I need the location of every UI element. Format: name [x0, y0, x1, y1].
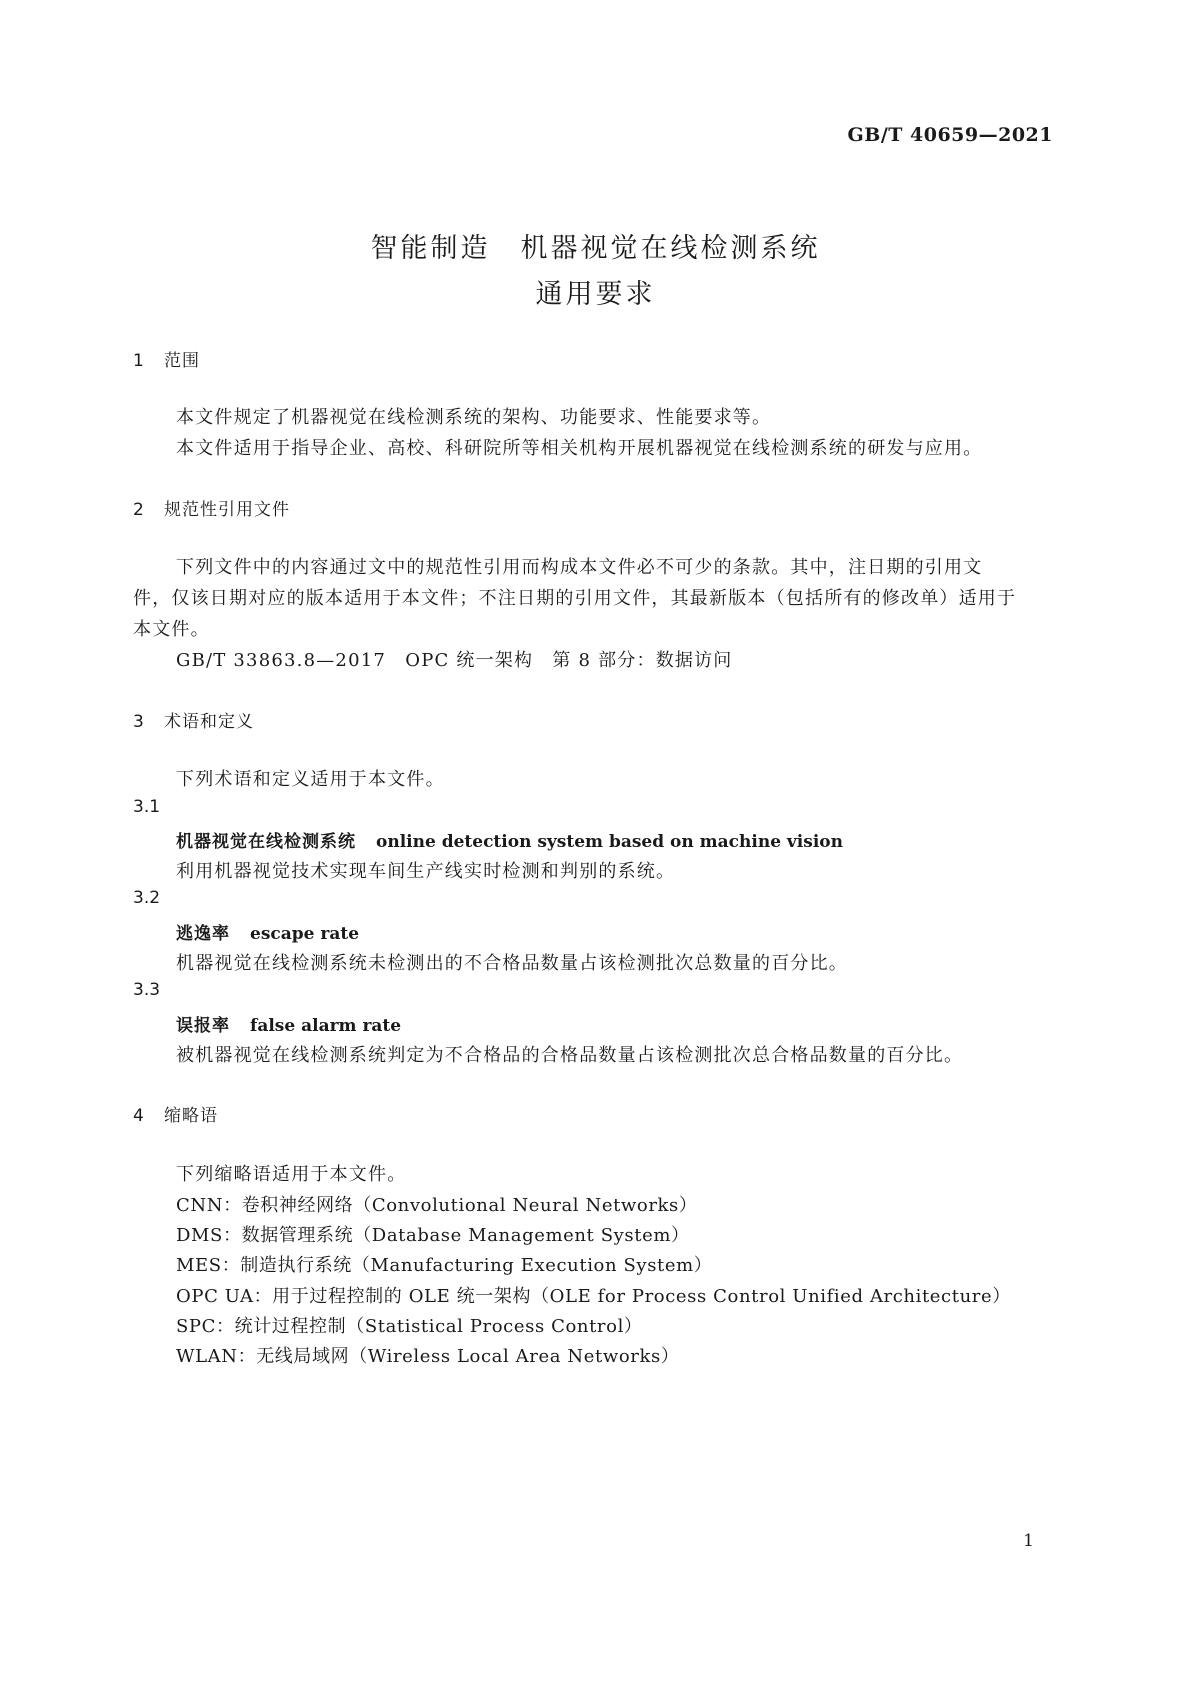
section-number: 4: [133, 1106, 145, 1126]
section-1-paragraph-1: 本文件规定了机器视觉在线检测系统的架构、功能要求、性能要求等。: [176, 407, 772, 428]
term-number: 3.1: [133, 797, 161, 817]
section-4-heading: [133, 1101, 218, 1126]
section-3-heading: [133, 707, 254, 732]
abbreviation-item: OPC UA：用于过程控制的 OLE 统一架构（OLE for Process Control Unified Architecture）: [176, 1286, 1011, 1307]
term-entry: [176, 919, 359, 944]
standard-code: GB/T 40659—2021: [847, 124, 1053, 146]
term-entry: [176, 827, 843, 852]
term-english: false alarm rate: [250, 1016, 402, 1036]
section-1-heading: [133, 346, 200, 371]
term-english: escape rate: [250, 924, 360, 944]
section-2-paragraph-line-3: 本文件。: [133, 619, 210, 640]
term-chinese: 误报率: [176, 1016, 230, 1036]
section-title: 范围: [164, 351, 200, 371]
section-number: 1: [133, 351, 145, 371]
section-4-intro: 下列缩略语适用于本文件。: [176, 1164, 407, 1185]
abbreviation-item: SPC：统计过程控制（Statistical Process Control）: [176, 1316, 643, 1337]
section-number: 2: [133, 500, 145, 520]
section-title: 术语和定义: [164, 712, 254, 732]
section-number: 3: [133, 712, 145, 732]
section-title: 规范性引用文件: [164, 500, 290, 520]
section-2-paragraph-line-2: 件，仅该日期对应的版本适用于本文件；不注日期的引用文件，其最新版本（包括所有的修改单）适用于: [133, 588, 1017, 609]
term-english: online detection system based on machine vision: [376, 832, 843, 852]
term-number: 3.2: [133, 888, 161, 908]
abbreviation-item: CNN：卷积神经网络（Convolutional Neural Networks）: [176, 1195, 698, 1216]
page-number: 1: [1023, 1531, 1034, 1551]
term-definition: 机器视觉在线检测系统未检测出的不合格品数量占该检测批次总数量的百分比。: [176, 953, 848, 974]
section-3-intro: 下列术语和定义适用于本文件。: [176, 769, 445, 790]
term-definition: 被机器视觉在线检测系统判定为不合格品的合格品数量占该检测批次总合格品数量的百分比。: [176, 1045, 964, 1066]
section-2-heading: [133, 495, 290, 520]
document-title-line-2: 通用要求: [535, 279, 656, 310]
abbreviation-item: MES：制造执行系统（Manufacturing Execution System）: [176, 1255, 713, 1276]
section-2-paragraph-line-1: 下列文件中的内容通过文中的规范性引用而构成本文件必不可少的条款。其中，注日期的引用文: [176, 557, 983, 578]
term-number: 3.3: [133, 980, 161, 1000]
section-1-paragraph-2: 本文件适用于指导企业、高校、科研院所等相关机构开展机器视觉在线检测系统的研发与应用。: [176, 438, 983, 459]
term-definition: 利用机器视觉技术实现车间生产线实时检测和判别的系统。: [176, 861, 676, 882]
normative-reference: GB/T 33863.8—2017 OPC 统一架构 第 8 部分：数据访问: [176, 650, 733, 671]
term-chinese: 逃逸率: [176, 924, 230, 944]
term-chinese: 机器视觉在线检测系统: [176, 832, 356, 852]
document-title-line-1: 智能制造 机器视觉在线检测系统: [370, 233, 821, 264]
abbreviation-item: WLAN：无线局域网（Wireless Local Area Networks）: [176, 1346, 680, 1367]
section-title: 缩略语: [164, 1106, 218, 1126]
abbreviation-item: DMS：数据管理系统（Database Management System）: [176, 1225, 690, 1246]
term-entry: [176, 1011, 401, 1036]
